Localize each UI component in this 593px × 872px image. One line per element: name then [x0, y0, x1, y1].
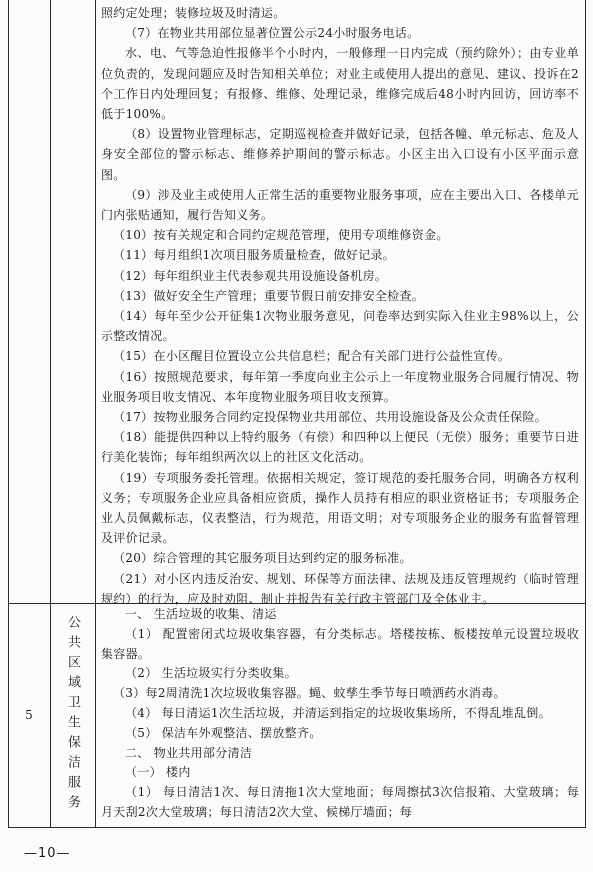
content-line: （3）每2周清洗1次垃圾收集容器。蝇、蚊孳生季节每日喷洒药水消毒。	[113, 686, 506, 701]
content-line: （16）按照规范要求，每年第一季度向业主公示上一年度物业服务合同履行情况、物业服务项目收支情况、本年度物业服务项目收支预算。	[101, 369, 579, 404]
content-line: （1） 配置密闭式垃圾收集容器，有分类标志。塔楼按栋、板楼按单元设置垃圾收集容器。	[101, 626, 579, 661]
content-line: 水、电、气等急迫性报修半个小时内，一般修理一日内完成（预约除外）；由专业单位负责的，发现问题应及时告知相关单位；对业主或使用人提出的意见、建议、投诉在2个工作日内处理回复；有报修、维修、处理记录，维修完成后48小时内回访，回访率不低于100%。	[101, 46, 579, 122]
content-line: 二、 物业共用部分清洁	[125, 745, 253, 760]
row5-content	[101, 605, 579, 823]
row-number	[8, 603, 50, 827]
content-line: （15）在小区醒目位置设立公共信息栏；配合有关部门进行公益性宣传。	[113, 349, 511, 364]
content-line: （13）做好安全生产管理；重要节假日前安排安全检查。	[113, 288, 425, 303]
content-line: （一） 楼内	[125, 765, 191, 780]
table-border-bottom	[8, 827, 585, 828]
content-line: （17）按物业服务合同约定投保物业共用部位、共用设施设备及公众责任保险。	[113, 410, 548, 425]
content-line: 一、 生活垃圾的收集、清运	[125, 607, 277, 621]
content-line: （14）每年至少公开征集1次物业服务意见，问卷率达到实际入住业主98%以上，公示整改情况。	[101, 309, 579, 344]
content-line: （11）每月组织1次项目服务质量检查，做好记录。	[113, 248, 396, 263]
content-line: （18）能提供四种以上特约服务（有偿）和四种以上便民（无偿）服务；重要节日进行美化装饰；每年组织两次以上的社区文化活动。	[101, 430, 579, 465]
content-line: 照约定处理；装修垃圾及时清运。	[101, 6, 286, 20]
category-cell	[50, 603, 95, 827]
content-line: （9）涉及业主或使用人正常生活的重要物业服务事项，应在主要出入口、各楼单元门内张贴通知，履行告知义务。	[101, 187, 579, 223]
content-line: （1） 每日清洁1次、每日清拖1次大堂地面；每周擦拭3次信报箱、大堂玻璃；每月天刮2次大堂玻璃；每日清洁2次大堂、候梯厅墙面；每	[101, 785, 579, 819]
content-line: （19）专项服务委托管理。依据相关规定，签订规范的委托服务合同，明确各方权利义务；专项服务企业应具备相应资质，操作人员持有相应的职业资格证书；专项服务企业人员佩戴标志，仪表整洁，行为规范，用语文明；对专项服务企业的服务有监督管理及评价记录。	[101, 470, 579, 546]
content-line: （2） 生活垃圾实行分类收集。	[125, 666, 297, 681]
row-number-text: 5	[25, 708, 33, 722]
table-border-category-column	[95, 0, 96, 828]
table-border-right	[585, 0, 586, 828]
content-line: （12）每年组织业主代表参观共用设施设备机房。	[113, 268, 388, 283]
content-line: （5） 保洁车外观整洁、摆放整齐。	[125, 725, 322, 740]
content-line: （21）对小区内违反治安、规划、环保等方面法律、法规及违反管理规约（临时管理规约）的行为，应及时劝阻、制止并报告有关行政主管部门及全体业主。	[101, 571, 579, 606]
content-line: （20）综合管理的其它服务项目达到约定的服务标准。	[113, 551, 412, 566]
content-line: （4） 每日清运1次生活垃圾，并清运到指定的垃圾收集场所，不得乱堆乱倒。	[125, 705, 551, 720]
previous-row-content	[101, 3, 579, 609]
category-label: 公共区域卫生保洁服务	[65, 615, 80, 815]
page-number: —10—	[24, 846, 71, 861]
content-line: （8）设置物业管理标志，定期巡视检查并做好记录，包括各幢、单元标志、危及人身安全部位的警示标志、维修养护期间的警示标志。小区主出入口设有小区平面示意图。	[101, 127, 579, 182]
content-line: （7）在物业共用部位显著位置公示24小时服务电话。	[125, 26, 420, 41]
content-line: （10）按有关规定和合同约定规范管理，使用专项维修资金。	[113, 228, 449, 243]
